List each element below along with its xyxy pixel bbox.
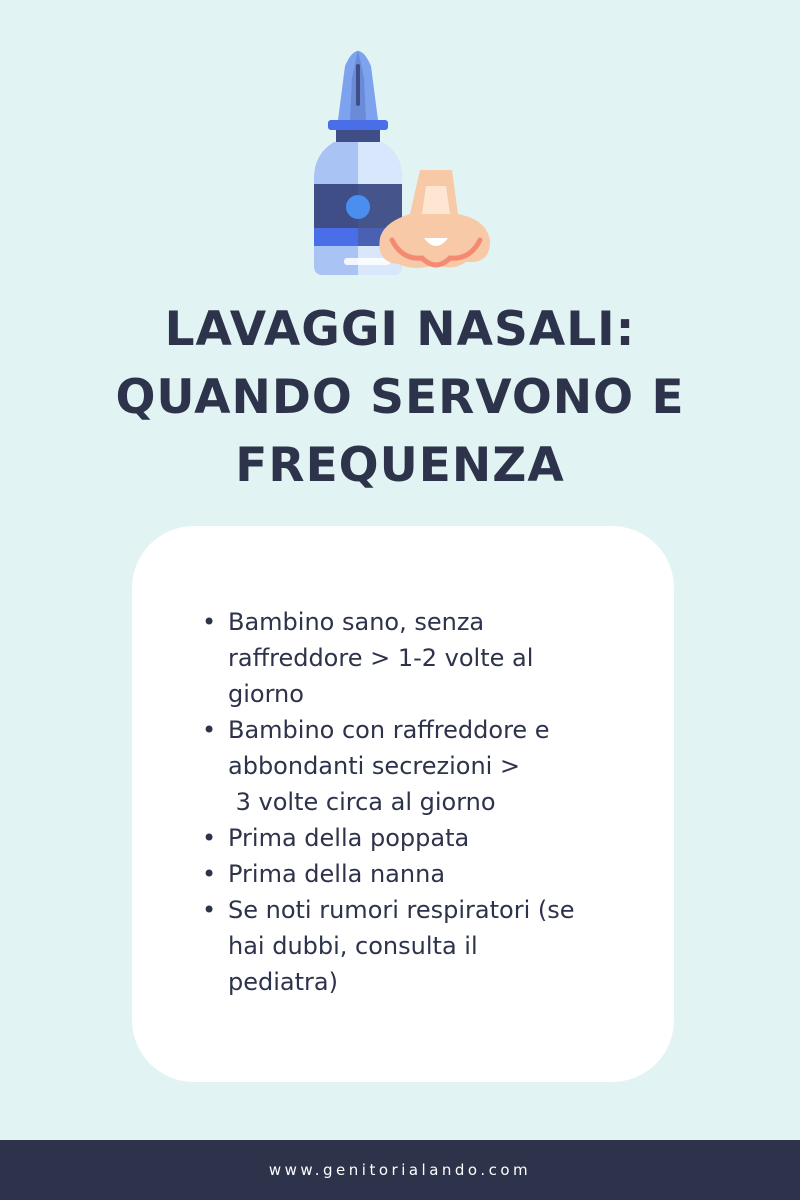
- frequency-list: [202, 604, 628, 1000]
- list-item-line: Prima della nanna: [228, 860, 446, 888]
- list-item-line: Se noti rumori respiratori (se: [228, 896, 575, 924]
- nasal-spray-and-nose-icon: [300, 38, 500, 283]
- info-card: [132, 526, 674, 1082]
- list-item-line: Bambino con raffreddore e: [228, 716, 550, 744]
- list-item: [202, 820, 628, 856]
- list-item: [202, 892, 628, 1000]
- bullet-icon: •: [202, 824, 217, 852]
- page-title: [40, 296, 760, 500]
- bullet-icon: •: [202, 896, 217, 924]
- list-item-line: giorno: [228, 680, 304, 708]
- list-item: [202, 712, 628, 820]
- list-item-line: pediatra): [228, 968, 338, 996]
- list-item-line: 3 volte circa al giorno: [228, 788, 496, 816]
- list-item-line: hai dubbi, consulta il: [228, 932, 478, 960]
- title-line: QUANDO SERVONO E: [115, 370, 685, 425]
- list-item-line: raffreddore > 1-2 volte al: [228, 644, 534, 672]
- website-link[interactable]: www.genitorialando.com: [268, 1161, 532, 1179]
- list-item-line: Bambino sano, senza: [228, 608, 485, 636]
- title-line: FREQUENZA: [235, 438, 565, 493]
- list-item-line: Prima della poppata: [228, 824, 470, 852]
- bullet-icon: •: [202, 860, 217, 888]
- list-item: [202, 604, 628, 712]
- title-line: LAVAGGI NASALI:: [164, 302, 636, 357]
- footer-bar: [0, 1140, 800, 1200]
- bullet-icon: •: [202, 608, 217, 636]
- list-item-line: abbondanti secrezioni >: [228, 752, 521, 780]
- list-item: [202, 856, 628, 892]
- bullet-icon: •: [202, 716, 217, 744]
